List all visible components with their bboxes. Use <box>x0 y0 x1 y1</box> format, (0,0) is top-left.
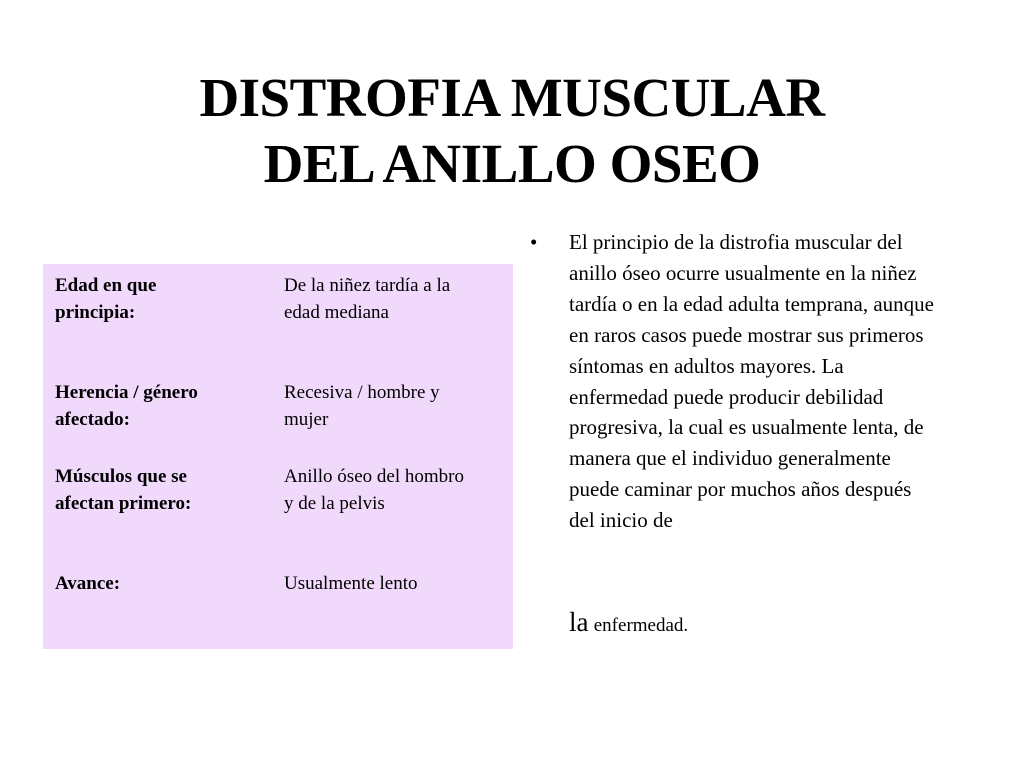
table-label-musculos: Músculos que se afectan primero: <box>55 466 192 514</box>
bullet-tail-end: enfermedad. <box>593 615 689 636</box>
slide-title <box>0 65 1024 197</box>
title-line-1: DISTROFIA MUSCULAR <box>199 66 825 128</box>
bullet-marker: • <box>530 230 538 254</box>
table-value-edad: De la niñez tardía a la edad mediana <box>284 275 451 323</box>
bullet-tail <box>569 607 939 642</box>
title-line-2: DEL ANILLO OSEO <box>263 132 761 194</box>
info-table <box>43 264 513 649</box>
bullet-tail-word: la <box>569 607 589 637</box>
table-value-musculos: Anillo óseo del hombro y de la pelvis <box>284 466 464 514</box>
table-label-edad: Edad en que principia: <box>55 275 157 323</box>
bullet-text: El principio de la distrofia muscular del anillo óseo ocurre usualmente en la niñez tardía o en la edad adulta temprana, aunque en raros casos puede mostrar sus primeros síntomas en adultos mayores. La enfermedad puede producir debilidad progresiva, la cual es usualmente lenta, de manera que el individuo generalmente puede caminar por muchos años después del inicio de <box>569 230 934 533</box>
table-value-avance: Usualmente lento <box>284 573 418 594</box>
table-value-herencia: Recesiva / hombre y mujer <box>284 382 440 430</box>
table-label-herencia: Herencia / género afectado: <box>55 382 198 430</box>
table-label-avance: Avance: <box>55 573 121 594</box>
